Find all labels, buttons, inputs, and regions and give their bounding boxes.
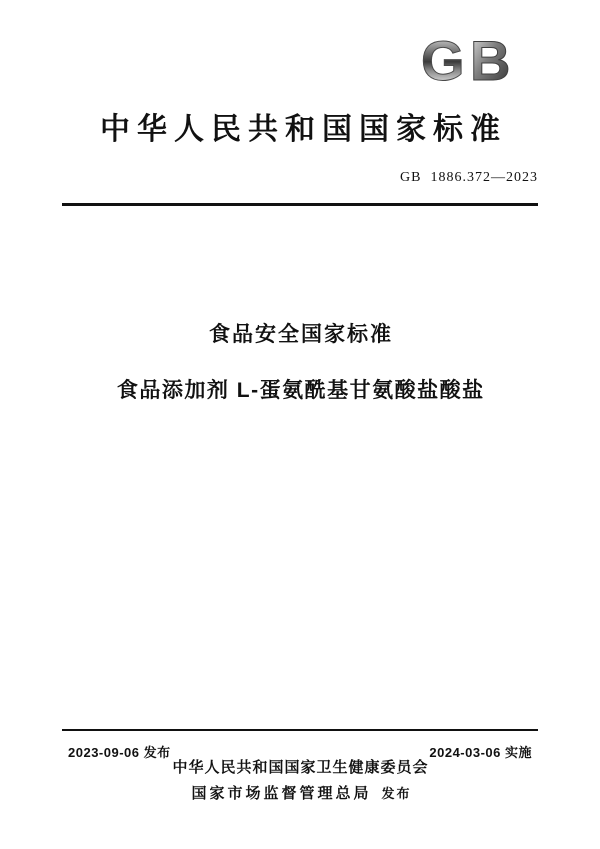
publisher-block — [0, 756, 600, 803]
document-title-block — [0, 318, 600, 404]
issue-date: 2023-09-06 发布 — [68, 745, 171, 760]
publisher-row-secondary — [0, 777, 600, 803]
footer-divider — [62, 729, 538, 732]
publisher-name-primary: 中华人民共和国国家卫生健康委员会 — [172, 759, 429, 776]
standard-number: GB 1886.372—2023 — [400, 170, 538, 185]
svg-text:G: G — [421, 34, 465, 90]
header-divider — [62, 203, 538, 206]
publisher-name-secondary: 国家市场监督管理总局 — [191, 785, 372, 802]
national-standard-title: 中华人民共和国国家标准 — [100, 113, 507, 146]
svg-text:B: B — [470, 34, 511, 90]
publisher-verb: 发布 — [381, 786, 412, 801]
document-title-primary: 食品安全国家标准 — [209, 323, 393, 346]
document-title-secondary: 食品添加剂 L-蛋氨酰基甘氨酸盐酸盐 — [116, 379, 485, 402]
effective-date: 2024-03-06 实施 — [429, 745, 532, 760]
gb-emblem-icon — [418, 34, 538, 90]
